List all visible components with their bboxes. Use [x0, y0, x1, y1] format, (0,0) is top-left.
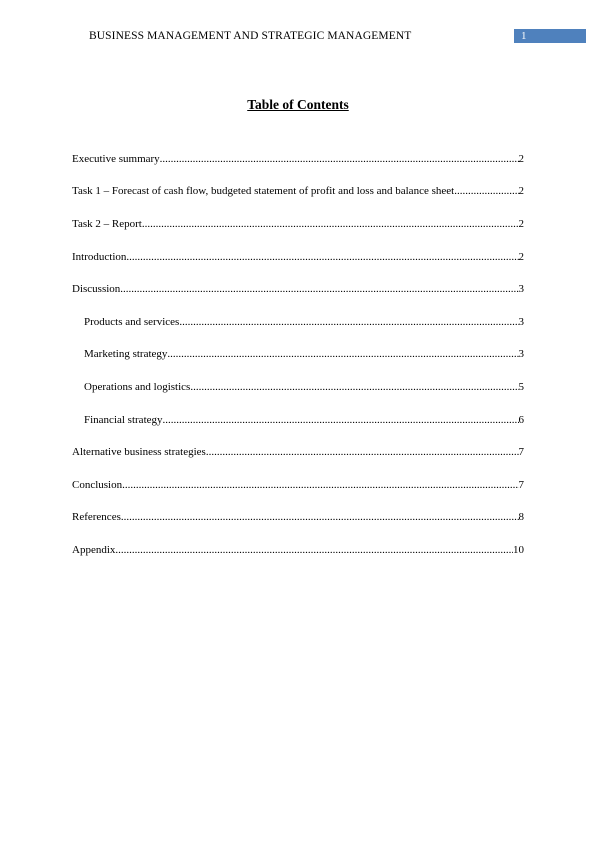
- toc-dot-leader: [115, 542, 513, 558]
- toc-entry-alternative-business-strategies[interactable]: [72, 444, 524, 460]
- header-title: BUSINESS MANAGEMENT AND STRATEGIC MANAGEMENT: [89, 30, 412, 42]
- toc-entry-page: 2: [518, 218, 524, 230]
- toc-entry-title[interactable]: Products and services: [84, 316, 180, 328]
- toc-dot-leader: [160, 151, 519, 167]
- page-number: 1: [521, 30, 527, 42]
- toc-entry-task-1[interactable]: [72, 183, 524, 199]
- toc-dot-leader: [142, 216, 519, 232]
- toc-entry-financial-strategy[interactable]: [84, 412, 524, 428]
- toc-entry-page: 3: [518, 316, 524, 328]
- toc-entry-title[interactable]: Discussion: [72, 283, 121, 295]
- toc-entry-page: 3: [518, 348, 524, 360]
- toc-entry-title[interactable]: Executive summary: [72, 153, 160, 165]
- toc-entry-title[interactable]: Operations and logistics: [84, 381, 191, 393]
- toc-entry-operations-and-logistics[interactable]: [84, 379, 524, 395]
- toc-dot-leader: [163, 412, 519, 428]
- toc-entry-executive-summary[interactable]: [72, 151, 524, 167]
- toc-entry-discussion[interactable]: [72, 281, 524, 297]
- toc-entry-page: 3: [518, 283, 524, 295]
- toc-entry-appendix[interactable]: [72, 542, 524, 558]
- toc-dot-leader: [179, 314, 518, 330]
- toc-entry-title[interactable]: Marketing strategy: [84, 348, 168, 360]
- toc-entry-title[interactable]: Appendix: [72, 544, 116, 556]
- toc-entry-conclusion[interactable]: [72, 477, 524, 493]
- toc-entry-marketing-strategy[interactable]: [84, 346, 524, 362]
- toc-entry-page: 5: [518, 381, 524, 393]
- toc-dot-leader: [122, 477, 518, 493]
- toc-entry-title[interactable]: Task 2 – Report: [72, 218, 142, 230]
- page-number-badge: [514, 29, 586, 43]
- toc-entry-task-2[interactable]: [72, 216, 524, 232]
- toc-entry-page: 2: [518, 185, 524, 197]
- toc-entry-title[interactable]: References: [72, 511, 121, 523]
- toc-dot-leader: [454, 183, 518, 199]
- toc-dot-leader: [167, 346, 518, 362]
- toc-entry-title[interactable]: Conclusion: [72, 479, 123, 491]
- toc-entry-page: 6: [518, 414, 524, 426]
- toc-entry-page: 2: [518, 251, 524, 263]
- toc-dot-leader: [120, 281, 518, 297]
- toc-entry-page: 7: [518, 446, 524, 458]
- toc-entry-introduction[interactable]: [72, 249, 524, 265]
- toc-entry-title[interactable]: Financial strategy: [84, 414, 163, 426]
- toc-entry-page: 10: [513, 544, 524, 556]
- toc-entry-title[interactable]: Alternative business strategies: [72, 446, 206, 458]
- toc-entry-products-and-services[interactable]: [84, 314, 524, 330]
- toc-dot-leader: [190, 379, 518, 395]
- toc-entry-page: 8: [518, 511, 524, 523]
- toc-dot-leader: [206, 444, 519, 460]
- toc-dot-leader: [126, 249, 518, 265]
- toc-heading: Table of Contents: [247, 97, 349, 112]
- toc-entry-references[interactable]: [72, 509, 524, 525]
- toc-entry-title[interactable]: Introduction: [72, 251, 127, 263]
- toc-entry-page: 7: [518, 479, 524, 491]
- toc-entry-title[interactable]: Task 1 – Forecast of cash flow, budgeted statement of profit and loss and balance sheet: [72, 185, 455, 197]
- toc-dot-leader: [121, 509, 519, 525]
- toc-entry-page: 2: [518, 153, 524, 165]
